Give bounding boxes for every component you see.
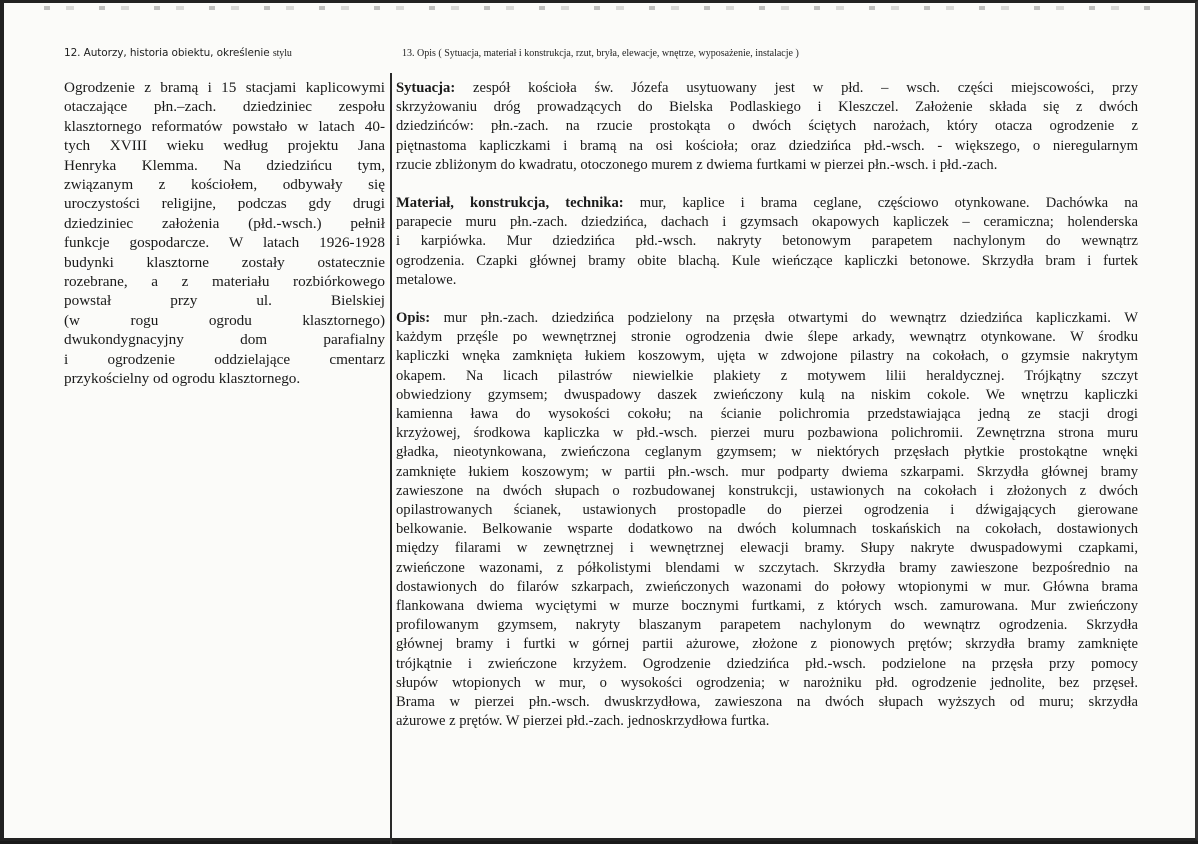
opis-line: belkowanie. Belkowanie wsparte dodatkowo na dwóch kolumnach toskańskich na cokołach, dostawionych [396,521,1138,538]
opis-line: głównej bramy i furtki w górnej partii ażurowe, złożone z pionowych prętów; skrzydła bramy zamknięte [396,636,1138,653]
opis-line [396,309,1138,328]
material-line: parapecie muru płn.-zach. dziedzińca, dachach i gzymsach okapowych kapliczek – ceramiczna; holenderska [396,214,1138,231]
opis-line: zwieńczone wazonami, z półkolistymi blendami w szczytach. Skrzydła bramy zawieszone bezpośrednio na [396,559,1138,576]
opis-line: Brama w pierzei płn.-wsch. dwuskrzydłowa, zawieszona na dwóch słupach wyższych od muru; skrzydła [396,694,1138,711]
opis-line: ażurowe z prętów. W pierzei płd.-zach. jednoskrzydłowa furtka. [396,713,770,730]
history-line: dwukondygnacyjny dom parafialny [64,331,385,349]
scan-edge-artifact [44,6,1154,10]
opis-line: zamknięte łukiem koszowym; w partii płn.-wsch. mur podparty dwiema szkarpami. Skrzydła głównej bramy [396,463,1138,480]
opis-line: trójkątnie i zwieńczone krzyżem. Ogrodzenie dziedzińca płd.-wsch. podzielone na przęsła przy pomocy [396,655,1138,672]
history-line: przykościelny od ogrodu klasztornego. [64,370,301,388]
opis-line: flankowana dwiema wyciętymi w murze bocznymi furtkami, z których wsch. zamurowana. Mur zwieńczony [396,598,1138,615]
section-12-title-last-word: stylu [272,48,292,59]
sytuacja-paragraph [396,79,1138,175]
material-paragraph [396,194,1138,290]
history-line: powstał przy ul. Bielskiej [64,292,385,310]
sytuacja-line: dziedzińców: płn.-zach. na rzucie prostokąta o dwóch ściętych narożach, który otacza ogrodzenie z [396,118,1138,135]
opis-line: okapem. Na licach pilastrów niewielkie plakiety z motywem lilii heraldycznej. Trójkątny szczyt [396,367,1138,384]
history-line: Henryka Klemma. Na dziedzińcu tym, [64,156,385,174]
opis-line: kapliczki wnęka zamknięta łukiem koszowym, ujęta w zdwojone pilastry na cokołach, o gzymsie nakrytym [396,348,1138,365]
opis-line: dostawionych do filarów szkarpach, zwieńczonych wazonami do połowy wtopionymi w mur. Główna brama [396,578,1138,595]
sytuacja-label: Sytuacja: [396,80,456,96]
history-text [64,78,385,389]
history-line: (w rogu ogrodu klasztornego) [64,311,385,329]
opis-text: mur płn.-zach. dziedzińca podzielony na przęsła otwartymi do wewnątrz dziedzińca kapliczkami. W [430,310,1138,327]
opis-line: krzyżowej, środkowa kapliczka w płd.-wsch. pierzei muru pozbawiona polichromii. Zewnętrzna strona muru [396,425,1138,442]
history-line: otaczające płn.–zach. dziedziniec zespołu [64,98,385,116]
material-line [396,194,1138,213]
history-line: i ogrodzenie oddzielające cmentarz [64,350,385,368]
column-divider [390,73,392,844]
description-column [396,79,1138,751]
opis-paragraph [396,309,1138,731]
opis-line: obwiedziony gzymsem; dwuspadowy daszek zwieńczony kulą na niskim cokole. We wnętrzu kapliczki [396,386,1138,403]
section-12-title: Autorzy, historia obiektu, określenie [83,47,270,59]
sytuacja-line: rzucie zbliżonym do kwadratu, otoczonego murem z dwiema furtkami w pierzei płn.-wsch. i płd.-zach. [396,156,998,173]
material-line: ogrodzenia. Czapki głównej bramy obite blachą. Kule wieńczące kapliczki betonowe. Skrzydła bram i furtek [396,252,1138,269]
opis-line: słupów wtopionych w mur, o wysokości ogrodzenia; w narożniku płd. ogrodzenie jednolite, bez przęseł. [396,674,1138,691]
opis-line: kamienna ława do wysokości cokołu; na ścianie polichromia przedstawiająca jedną ze stacji drogi [396,406,1138,423]
history-line: dziedziniec założenia (płd.-wsch.) pełnił [64,214,385,232]
history-line: związanym z kościołem, odbywały się [64,176,385,194]
sytuacja-line: piętnastoma kapliczkami i bramą na osi kościoła; oraz dziedzińca płd.-wsch. - większego, o nieregularnym [396,137,1138,154]
opis-line: gładka, nieotynkowana, zwieńczona ceglanym gzymsem; w niektórych przęsłach płytkie prostokątne wnęki [396,444,1138,461]
history-line: tych XVIII wieku według projektu Jana [64,137,385,155]
material-line: i karpiówka. Mur dziedzińca płd.-wsch. nakryty betonowym parapetem nachylonym do wewnątrz [396,233,1138,250]
section-12-number: 12. [64,47,81,59]
sytuacja-line: skrzyżowaniu dróg prowadzących do Bielska Podlaskiego i Kleszczel. Założenie składa się z dwóch [396,99,1138,116]
section-13-heading: 13. Opis ( Sytuacja, materiał i konstrukcja, rzut, bryła, elewacje, wnętrze, wyposażenie, instalacje ) [402,48,799,59]
opis-line: opilastrowanych ścianek, ustawionych prostopadle do pierzei ogrodzenia i dźwigających gierowane [396,502,1138,519]
section-12-heading [64,47,292,59]
opis-line: profilowanym gzymsem, nakryty blaszanym parapetem nachylonym do wewnątrz ogrodzenia. Skrzydła [396,617,1138,634]
material-line: metalowe. [396,271,457,288]
material-text: mur, kaplice i brama ceglane, częściowo otynkowane. Dachówka na [623,195,1138,212]
material-label: Materiał, konstrukcja, technika: [396,195,624,212]
opis-label: Opis: [396,310,431,327]
sytuacja-line [396,79,1138,98]
history-line: funkcje gospodarcze. W latach 1926-1928 [64,234,385,252]
opis-line: zawieszone na dwóch słupach o rozbudowanej konstrukcji, ustawionych na cokołach i złożonych z dwóch [396,482,1138,499]
history-line: rozebrane, a z materiału rozbiórkowego [64,273,385,291]
history-line: uroczystości religijne, podczas gdy drugi [64,195,385,213]
history-line: Ogrodzenie z bramą i 15 stacjami kaplicowymi [64,79,385,96]
history-line: klasztornego reformatów powstało w latach 40- [64,117,385,135]
opis-line: każdym przęśle po wewnętrznej stronie ogrodzenia dwie ślepe arkady, wewnątrz otynkowane. W środku [396,329,1138,346]
sytuacja-text: zespół kościoła św. Józefa usytuowany jest w płd. – wsch. części miejscowości, przy [455,80,1138,96]
history-line: budynki klasztorne zostały ostatecznie [64,253,385,271]
opis-line: między filarami w zewnętrznej i wewnętrznej elewacji bramy. Słupy nakryte dwuspadowymi czapkami, [396,540,1138,557]
